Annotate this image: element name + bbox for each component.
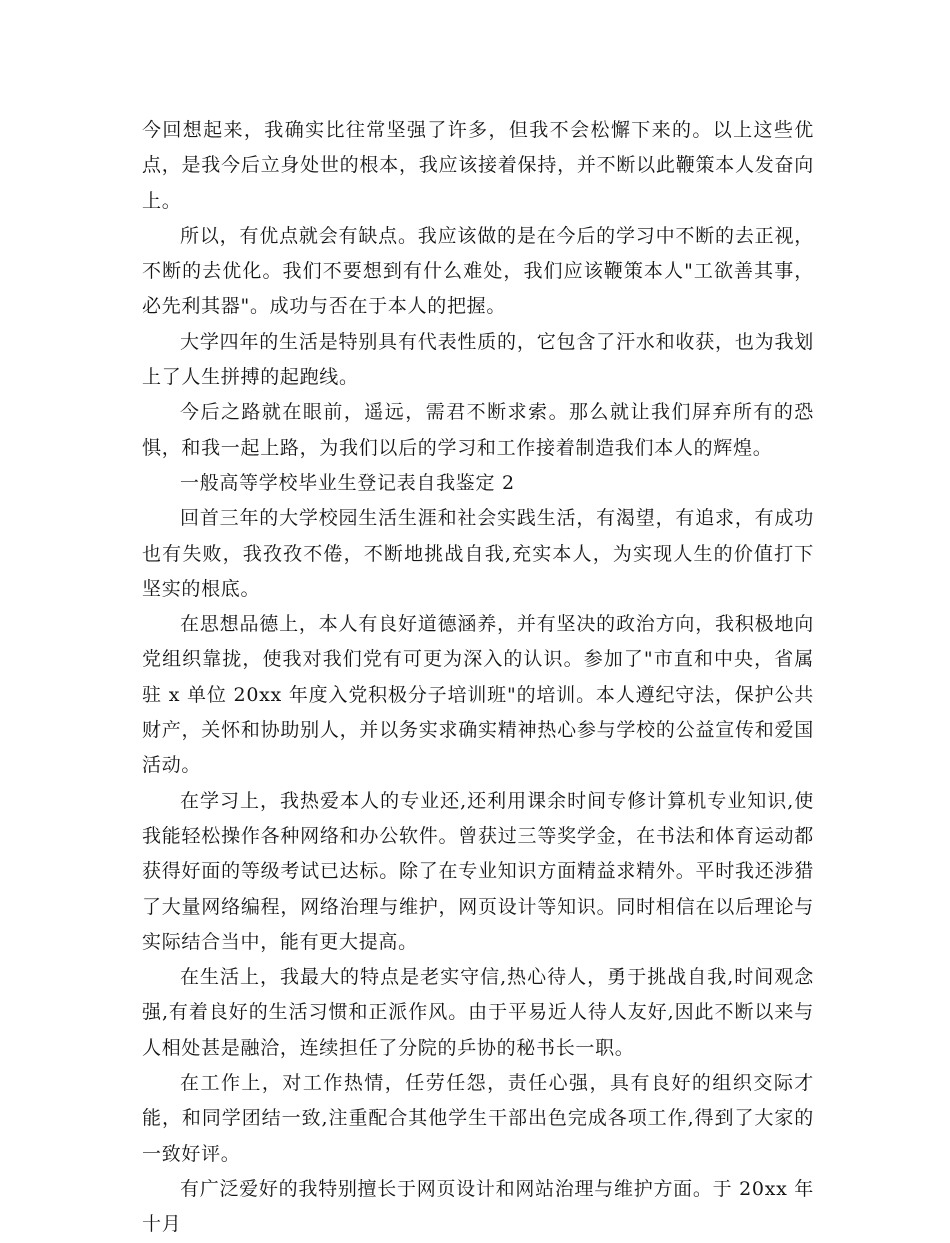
paragraph-6: 回首三年的大学校园生活生涯和社会实践生活，有渴望，有追求，有成功也有失败，我孜孜不倦，不断地挑战自我,充实本人，为实现人生的价值打下坚实的根底。: [142, 507, 814, 600]
paragraph-9: 在生活上，我最大的特点是老实守信,热心待人，勇于挑战自我,时间观念强,有着良好的生活习惯和正派作风。由于平易近人待人友好,因此不断以来与人相处甚是融洽，连续担任了分院的乒协的秘书长一职。: [142, 966, 814, 1059]
document-body: [142, 113, 814, 1243]
paragraph-7: 在思想品德上，本人有良好道德涵养，并有坚决的政治方向，我积极地向党组织靠拢，使我对我们党有可更为深入的认识。参加了"市直和中央，省属驻 x 单位 20xx 年度入党积极分子培训班"的培训。本人遵纪守法，保护公共财产，关怀和协助别人，并以务实求确实精神热心参与学校的公益宣传和爱国活动。: [142, 613, 814, 777]
paragraph-10: 在工作上，对工作热情，任劳任怨，责任心强，具有良好的组织交际才能，和同学团结一致,注重配合其他学生干部出色完成各项工作,得到了大家的一致好评。: [142, 1072, 814, 1165]
paragraph-8: 在学习上，我热爱本人的专业还,还利用课余时间专修计算机专业知识,使我能轻松操作各种网络和办公软件。曾获过三等奖学金，在书法和体育运动都获得好面的等级考试已达标。除了在专业知识方面精益求精外。平时我还涉猎了大量网络编程，网络治理与维护，网页设计等知识。同时相信在以后理论与实际结合当中，能有更大提高。: [142, 789, 814, 953]
paragraph-11: 有广泛爱好的我特别擅长于网页设计和网站治理与维护方面。于 20xx 年十月: [142, 1177, 814, 1236]
paragraph-3: 大学四年的生活是特别具有代表性质的，它包含了汗水和收获，也为我划上了人生拼搏的起跑线。: [142, 330, 814, 389]
paragraph-4: 今后之路就在眼前，遥远，需君不断求索。那么就让我们屏弃所有的恐惧，和我一起上路，为我们以后的学习和工作接着制造我们本人的辉煌。: [142, 401, 814, 459]
paragraph-1: 今回想起来，我确实比往常坚强了许多，但我不会松懈下来的。以上这些优点，是我今后立身处世的根本，我应该接着保持，并不断以此鞭策本人发奋向上。: [142, 119, 814, 212]
section-heading: 一般高等学校毕业生登记表自我鉴定 2: [180, 471, 515, 494]
paragraph-2: 所以，有优点就会有缺点。我应该做的是在今后的学习中不断的去正视，不断的去优化。我们不要想到有什么难处，我们应该鞭策本人"工欲善其事，必先利其器"。成功与否在于本人的把握。: [142, 224, 814, 318]
